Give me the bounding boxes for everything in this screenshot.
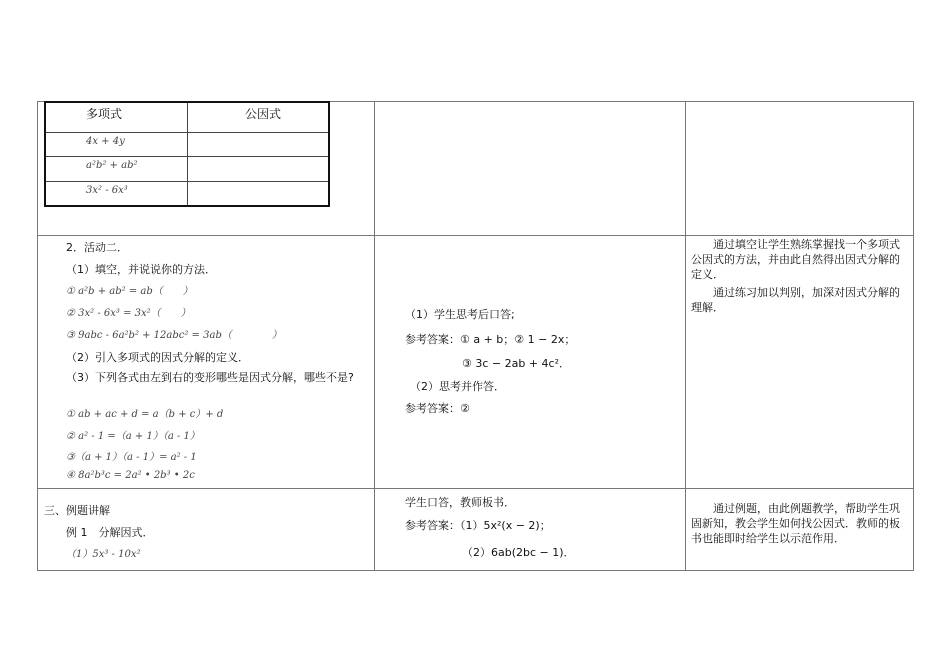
inner-cell-polynomial: 3x² - 6x³ [86, 185, 128, 196]
table-border-left [37, 101, 38, 571]
example-1: 例 1 分解因式． [66, 526, 154, 539]
reference-answer-1: 参考答案：① a + b；② 1 − 2x； [405, 333, 576, 346]
inner-cell-polynomial: 4x + 4y [86, 136, 125, 147]
table-border-right [913, 101, 914, 571]
inner-header-common-factor: 公因式 [245, 107, 282, 121]
row-divider-1 [37, 235, 914, 236]
option-2: ② a² - 1 =（a + 1）（a - 1） [66, 431, 200, 442]
fill-item-2: ② 3x² - 6x³ = 3x²（ ） [66, 308, 191, 319]
option-4: ④ 8a²b³c = 2a² • 2b³ • 2c [66, 470, 195, 481]
table-border-bottom [37, 570, 914, 571]
student-response: 学生口答，教师板书． [405, 496, 515, 509]
inner-row-divider [46, 156, 328, 157]
question-1: （1）填空，并说说你的方法． [66, 263, 216, 276]
reference-answer-example-1: 参考答案：（1）5x²(x − 2)； [405, 519, 551, 532]
inner-row-divider [46, 132, 328, 133]
reference-answer-example-2: （2）6ab(2bc − 1)． [462, 546, 575, 559]
inner-cell-polynomial: a²b² + ab² [86, 160, 138, 171]
reference-answer-1-cont: ③ 3c − 2ab + 4c²． [462, 357, 571, 370]
fill-item-3: ③ 9abc - 6a²b² + 12abc² = 3ab（ ） [66, 330, 282, 341]
row-divider-2 [37, 488, 914, 489]
option-3: ③（a + 1）（a - 1）= a² - 1 [66, 452, 197, 463]
design-intent-1: 通过填空让学生熟练掌握找一个多项式公因式的方法，并由此自然得出因式分解的定义． [691, 238, 900, 281]
student-activity-1: （1）学生思考后口答; [405, 308, 515, 321]
design-intent-3: 通过例题，由此例题教学，帮助学生巩固新知，教会学生如何找公因式．教师的板书也能即时给学生以示范作用． [691, 502, 900, 545]
question-2: （2）引入多项式的因式分解的定义． [66, 351, 249, 364]
column-divider-2 [685, 101, 686, 571]
student-activity-2: （2）思考并作答． [410, 380, 505, 393]
question-3: （3）下列各式由左到右的变形哪些是因式分解，哪些不是? [66, 371, 354, 384]
activity-two-heading: 2．活动二． [66, 241, 128, 254]
example-1-item: （1）5x³ - 10x² [66, 549, 141, 560]
inner-header-polynomial: 多项式 [86, 107, 123, 121]
reference-answer-2: 参考答案：② [405, 402, 470, 415]
section-three-heading: 三、例题讲解 [44, 504, 110, 517]
inner-row-divider [46, 181, 328, 182]
option-1: ① ab + ac + d = a（b + c）+ d [66, 409, 224, 420]
column-divider-1 [374, 101, 375, 571]
design-intent-2: 通过练习加以判别，加深对因式分解的理解． [691, 286, 900, 314]
inner-col-divider [187, 103, 188, 205]
fill-item-1: ① a²b + ab² = ab（ ） [66, 286, 193, 297]
